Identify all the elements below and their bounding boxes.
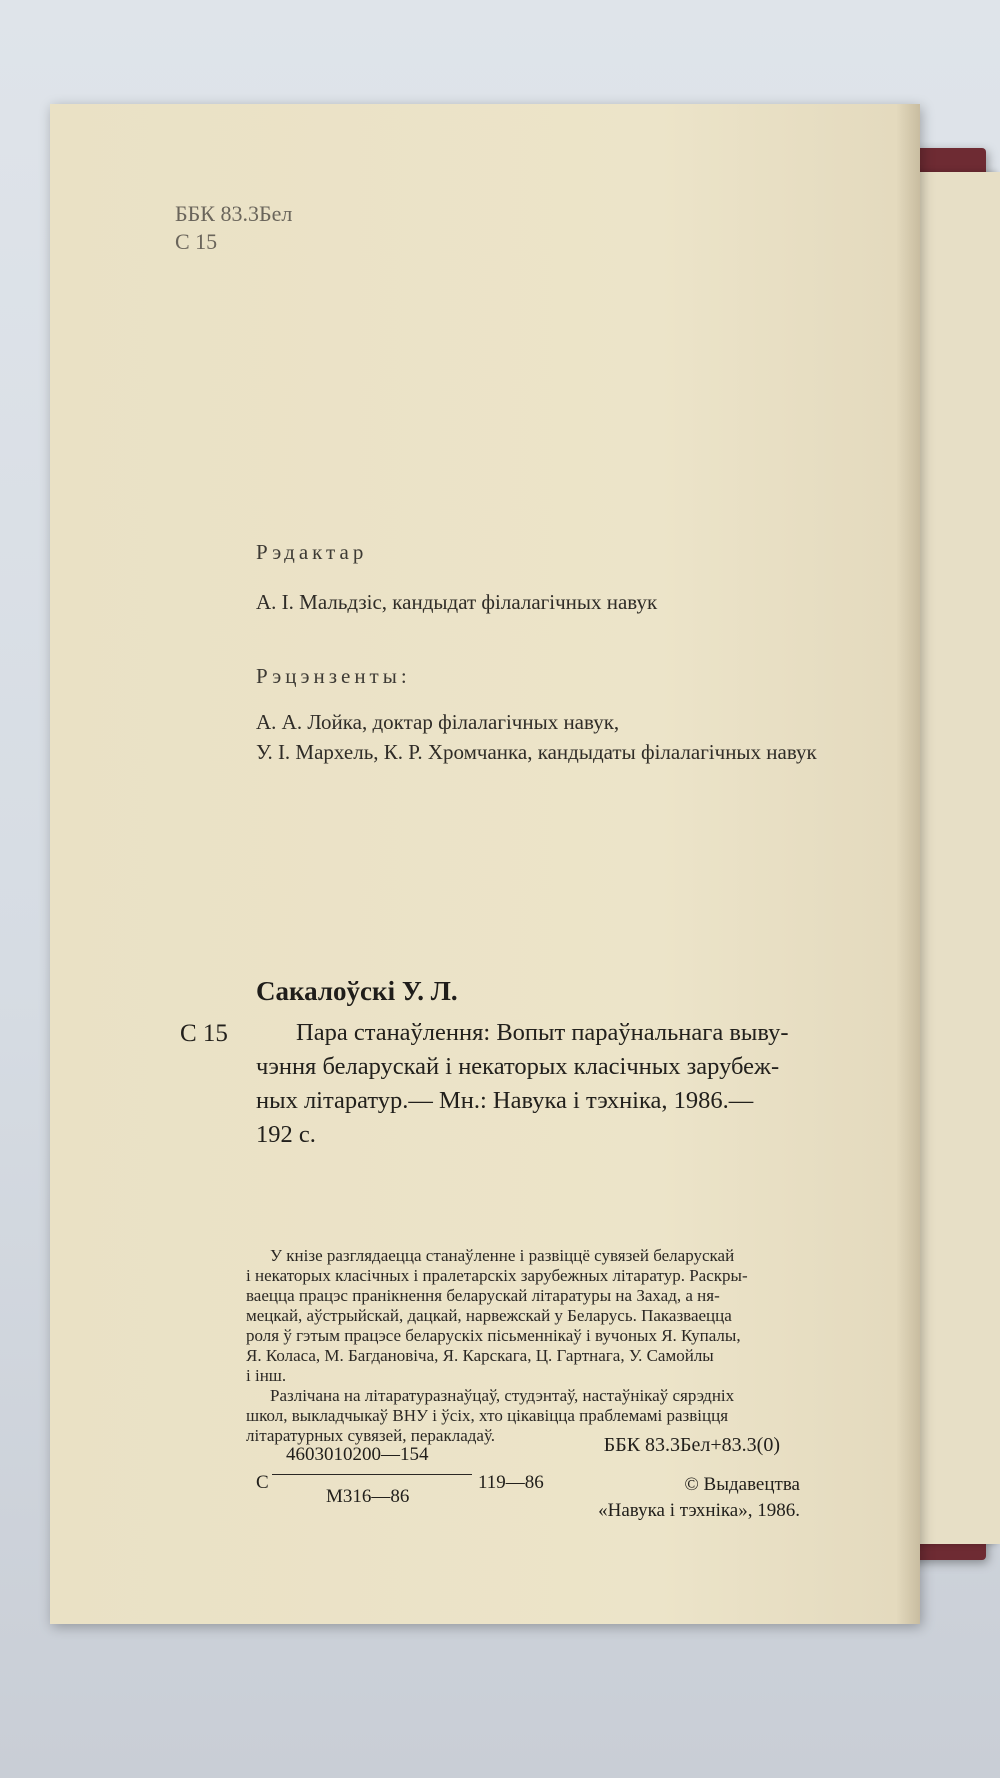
copyright-block	[598, 1472, 800, 1524]
copyright-line: © Выдавецтва	[684, 1474, 800, 1495]
catalog-author: Сакалоўскі У. Л.	[256, 976, 458, 1006]
bbk-index-bottom: ББК 83.3Бел+83.3(0)	[603, 1434, 780, 1456]
reviewers-label: Рэцэнзенты:	[256, 664, 411, 688]
audience-line: літаратурных сувязей, перакладаў.	[246, 1426, 495, 1445]
audience-line: Разлічана на літаратуразнаўцаў, студэнтаў, настаўнікаў сярэдніх	[270, 1386, 735, 1405]
annotation-line: У кнізе разглядаецца станаўленне і развіццё сувязей беларускай	[270, 1246, 735, 1265]
index-prefix: С	[256, 1472, 269, 1493]
fraction-rule	[272, 1474, 472, 1475]
bbk-index-top	[175, 200, 292, 256]
bbk-code: ББК 83.3Бел	[175, 201, 293, 226]
annotation-line: мецкай, аўстрыйскай, дацкай, нарвежскай у Беларусь. Паказваецца	[246, 1306, 732, 1325]
book-page	[50, 104, 920, 1624]
reviewer-line: А. А. Лойка, доктар філалагічных навук,	[256, 710, 620, 734]
audience-line: школ, выкладчыкаў ВНУ і ўсіх, хто цікавіцца праблемамі развіцця	[246, 1406, 729, 1425]
annotation-block	[246, 1246, 748, 1446]
author-sign: С 15	[175, 229, 218, 254]
annotation-line: ваецца працэс пранікнення беларускай літаратуры на Захад, а ня-	[246, 1286, 720, 1305]
title-line: 192 с.	[256, 1121, 316, 1148]
index-denominator: М316—86	[326, 1486, 410, 1507]
index-numerator: 4603010200—154	[286, 1444, 429, 1465]
index-suffix: 119—86	[478, 1472, 544, 1493]
copyright-line: «Навука і тэхніка», 1986.	[598, 1500, 800, 1521]
reviewer-line: У. І. Мархель, К. Р. Хромчанка, кандыдаты філалагічных навук	[256, 740, 817, 764]
catalog-class-code: С 15	[180, 1020, 228, 1047]
editor-label: Рэдактар	[256, 540, 368, 564]
editor-name: А. І. Мальдзіс, кандыдат філалагічных навук	[256, 590, 658, 614]
annotation-line: і інш.	[246, 1366, 287, 1385]
annotation-line: роля ў гэтым працэсе беларускіх пісьменнікаў і вучоных Я. Купалы,	[246, 1326, 741, 1345]
title-line: ных літаратур.— Мн.: Навука і тэхніка, 1986.—	[256, 1087, 754, 1114]
page-spine-shadow	[896, 104, 920, 1624]
catalog-title	[256, 1016, 789, 1152]
title-line: чэння беларускай і некаторых класічных зарубеж-	[256, 1053, 780, 1080]
title-line: Пара станаўлення: Вопыт параўнальнага выву-	[296, 1019, 789, 1046]
annotation-line: і некаторых класічных і пралетарскіх зарубежных літаратур. Раскры-	[246, 1266, 748, 1285]
annotation-line: Я. Коласа, М. Багдановіча, Я. Карскага, Ц. Гартнага, У. Самойлы	[246, 1346, 714, 1365]
